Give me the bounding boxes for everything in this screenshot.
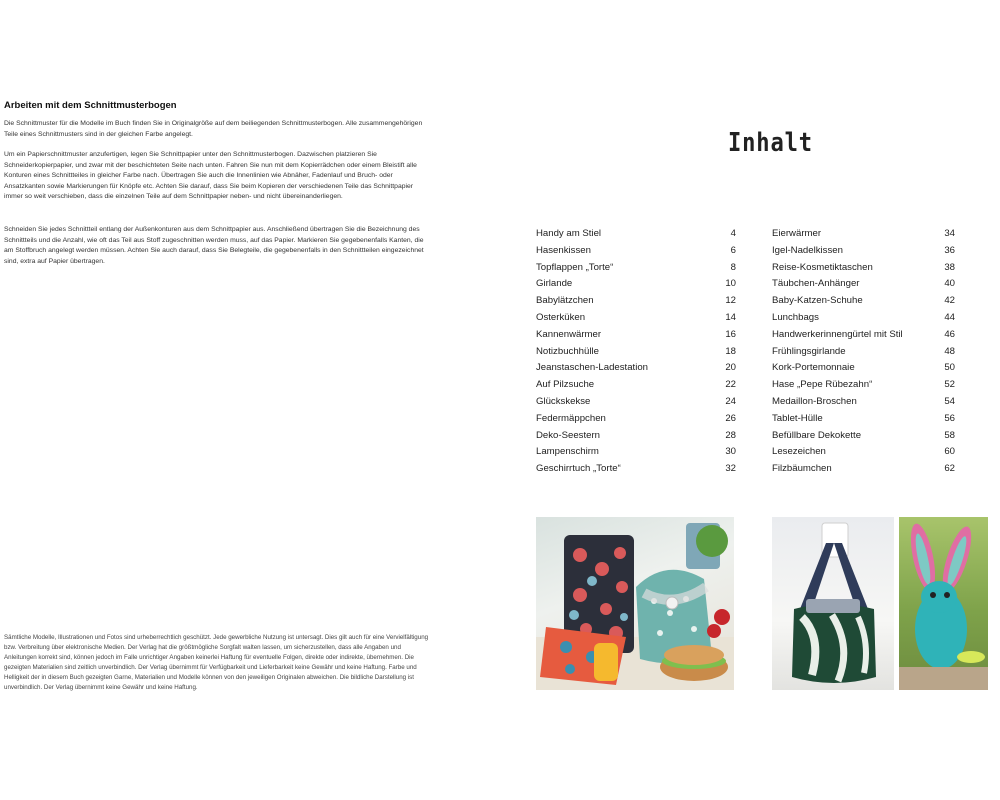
toc-entry-label: Lampenschirm (536, 446, 599, 458)
toc-entry-page: 36 (944, 244, 955, 256)
toc-column-right (772, 226, 955, 478)
toc-entry[interactable] (772, 327, 955, 344)
toc-entry-label: Eierwärmer (772, 228, 822, 239)
toc-entry-page: 52 (944, 379, 955, 391)
toc-entry[interactable] (536, 344, 736, 361)
toc-entry-page: 34 (944, 228, 955, 239)
toc-entry[interactable] (536, 411, 736, 428)
toc-entry-label: Topflappen „Torte“ (536, 261, 614, 273)
toc-entry[interactable] (536, 226, 736, 243)
toc-entry-label: Lunchbags (772, 311, 819, 323)
toc-entry-label: Kork-Portemonnaie (772, 362, 855, 374)
toc-entry[interactable] (536, 360, 736, 377)
toc-entry-page: 40 (944, 278, 955, 290)
toc-entry-label: Girlande (536, 278, 573, 290)
toc-entry-page: 50 (944, 362, 955, 374)
toc-entry-label: Medaillon-Broschen (772, 395, 857, 407)
toc-entry[interactable] (772, 293, 955, 310)
right-page (500, 0, 1000, 800)
toc-entry[interactable] (772, 276, 955, 293)
paragraph-text: Um ein Papierschnittmuster anzufertigen, legen Sie Schnittpapier unter den Schnittmusterbogen. Dazwischen platzieren Sie Schneiderkopierpapier, und zwar mit der beschichteten Seite nach unten. Fahren Sie nun mit dem Kopierrädchen oder einem Bleistift alle Konturen eines Schnittteiles in gleicher Farbe nach. Übertragen Sie auch die Innenlinien wie Abnäher, Fadenlauf und Bruch- oder Ansatzkanten sowie Markierungen für Knöpfe etc. Achten Sie darauf, dass Sie beim Kopieren der verschiedenen Teile das Schnittpapier immer so weit verschieben, dass die einzelnen Teile auf dem Schnittpapier neben- und nicht übereinanderliegen. (4, 151, 417, 200)
toc-entry-page: 46 (944, 328, 955, 340)
toc-entry-label: Jeanstaschen-Ladestation (536, 362, 649, 374)
toc-entry[interactable] (536, 293, 736, 310)
toc-entry-page: 62 (944, 463, 955, 475)
toc-entry[interactable] (772, 260, 955, 277)
left-page (0, 0, 480, 800)
toc-entry-page: 30 (725, 446, 736, 458)
toc-entry-label: Geschirrtuch „Torte“ (536, 463, 621, 475)
toc-entry-page: 24 (725, 395, 736, 407)
toc-entry[interactable] (536, 444, 736, 461)
toc-entry-label: Tablet-Hülle (772, 412, 823, 424)
toc-entry-label: Deko-Seestern (536, 429, 600, 441)
toc-entry-page: 16 (725, 328, 736, 340)
toc-entry-label: Glückskekse (536, 395, 591, 407)
toc-entry-label: Hasenkissen (536, 244, 591, 256)
toc-entry[interactable] (772, 377, 955, 394)
toc-entry-page: 14 (725, 311, 736, 323)
toc-entry-page: 42 (944, 295, 955, 307)
toc-entry[interactable] (536, 377, 736, 394)
toc-entry-page: 18 (725, 345, 736, 357)
toc-entry-page: 26 (725, 412, 736, 424)
toc-entry-page: 58 (944, 429, 955, 441)
toc-entry-label: Filzbäumchen (772, 463, 832, 475)
toc-entry[interactable] (772, 411, 955, 428)
toc-entry-label: Befüllbare Dekokette (772, 429, 862, 441)
bunny-photo (899, 517, 988, 690)
toc-entry[interactable] (536, 428, 736, 445)
toc-entry-label: Lesezeichen (772, 446, 826, 458)
toc-entry[interactable] (536, 394, 736, 411)
toc-entry-page: 4 (730, 228, 736, 239)
toc-entry[interactable] (772, 428, 955, 445)
toc-entry-label: Handwerkerinnengürtel mit Stil (772, 328, 903, 340)
toc-entry-page: 38 (944, 261, 955, 273)
legal-notice: Sämtliche Modelle, Illustrationen und Fotos sind urheberrechtlich geschützt. Jede gewerbliche Nutzung ist untersagt. Dies gilt auch für eine Vervielfältigung bzw. Verbreitung über elektronische Medien. Der Verlag hat die größtmögliche Sorgfalt walten lassen, um sicherzustellen, dass alle Angaben und Anleitungen korrekt sind, können jedoch im Falle unrichtiger Angaben keinerlei Haftung für eventuelle Folgen, direkte oder indirekte, übernehmen. Die gezeigten Materialien sind zeitlich unverbindlich. Der Verlag übernimmt für Verfügbarkeit und Lieferbarkeit keine Gewähr und keine Haftung. Farbe und Helligkeit der in diesem Buch gezeigten Garne, Materialien und Modelle können von den jeweiligen Originalen abweichen. Die bildliche Darstellung ist unverbindlich. Der Verlag übernimmt keine Gewähr und keine Haftung. (4, 634, 429, 691)
toc-entry[interactable] (536, 461, 736, 478)
toc-entry-label: Frühlingsgirlande (772, 345, 846, 357)
bunny-illustration (899, 517, 988, 690)
toc-entry-page: 56 (944, 412, 955, 424)
toc-entry-page: 10 (725, 278, 736, 290)
toc-entry[interactable] (536, 276, 736, 293)
toc-entry[interactable] (772, 226, 955, 243)
toc-entry-page: 32 (725, 463, 736, 475)
toc-entry[interactable] (536, 327, 736, 344)
toc-entry[interactable] (772, 444, 955, 461)
toc-entry-label: Täubchen-Anhänger (772, 278, 860, 290)
toc-entry-page: 20 (725, 362, 736, 374)
toc-entry-page: 22 (725, 379, 736, 391)
toc-entry-page: 8 (730, 261, 736, 273)
toc-entry-page: 48 (944, 345, 955, 357)
cutting-instructions-paragraph (4, 225, 424, 267)
toc-entry-label: Reise-Kosmetiktaschen (772, 261, 873, 273)
toc-entry-label: Notizbuchhülle (536, 345, 599, 357)
toc-entry-label: Babylätzchen (536, 295, 594, 307)
toc-column-left (536, 226, 736, 478)
toc-entry-label: Baby-Katzen-Schuhe (772, 295, 863, 307)
toc-entry[interactable] (772, 360, 955, 377)
toc-entry-page: 12 (725, 295, 736, 307)
tablet-bag-illustration (772, 517, 894, 690)
toc-entry-label: Auf Pilzsuche (536, 379, 595, 391)
toc-entry-label: Federmäppchen (536, 412, 606, 424)
toc-title: Inhalt (728, 128, 813, 158)
paragraph-text: Schneiden Sie jedes Schnittteil entlang der Außenkonturen aus dem Schnittpapier aus. Anschließend übertragen Sie die Bezeichnung des Schnittteils und die Anzahl, wie oft das Teil aus Stoff zugeschnitten werden muss, auf das Papier. Markieren Sie gegebenenfalls Kanten, die am Stoffbruch angelegt werden müssen. Achten Sie auch darauf, dass Sie Belegteile, die gegebenenfalls in den Schnittteilen eingezeichnet sind, extra auf Papier übertragen. (4, 226, 424, 265)
section-title: Arbeiten mit dem Schnittmusterbogen (4, 100, 177, 111)
toc-entry[interactable] (772, 310, 955, 327)
toc-entry-page: 60 (944, 446, 955, 458)
toc-entry-label: Kannenwärmer (536, 328, 602, 340)
toc-entry[interactable] (536, 310, 736, 327)
toc-entry[interactable] (536, 243, 736, 260)
toc-entry[interactable] (772, 344, 955, 361)
lunchbag-illustration (536, 517, 734, 690)
toc-entry[interactable] (772, 243, 955, 260)
copy-instructions-paragraph (4, 150, 424, 203)
toc-entry[interactable] (772, 394, 955, 411)
lunchbag-photo (536, 517, 734, 690)
toc-entry[interactable] (772, 461, 955, 478)
paragraph-text: Die Schnittmuster für die Modelle im Buch finden Sie in Originalgröße auf dem beiliegenden Schnittmusterbogen. Alle zusammengehörigen Teile eines Schnittmusters sind in der gleichen Farbe angelegt. (4, 120, 423, 138)
toc-entry-page: 44 (944, 311, 955, 323)
toc-entry-label: Igel-Nadelkissen (772, 244, 843, 256)
toc-entry-page: 6 (730, 244, 736, 256)
intro-paragraph (4, 119, 424, 140)
toc-entry-page: 54 (944, 395, 955, 407)
toc-entry-page: 28 (725, 429, 736, 441)
toc-entry[interactable] (536, 260, 736, 277)
toc-entry-label: Osterküken (536, 311, 586, 323)
tablet-bag-photo (772, 517, 894, 690)
toc-entry-label: Handy am Stiel (536, 228, 602, 239)
toc-entry-label: Hase „Pepe Rübezahn“ (772, 379, 873, 391)
